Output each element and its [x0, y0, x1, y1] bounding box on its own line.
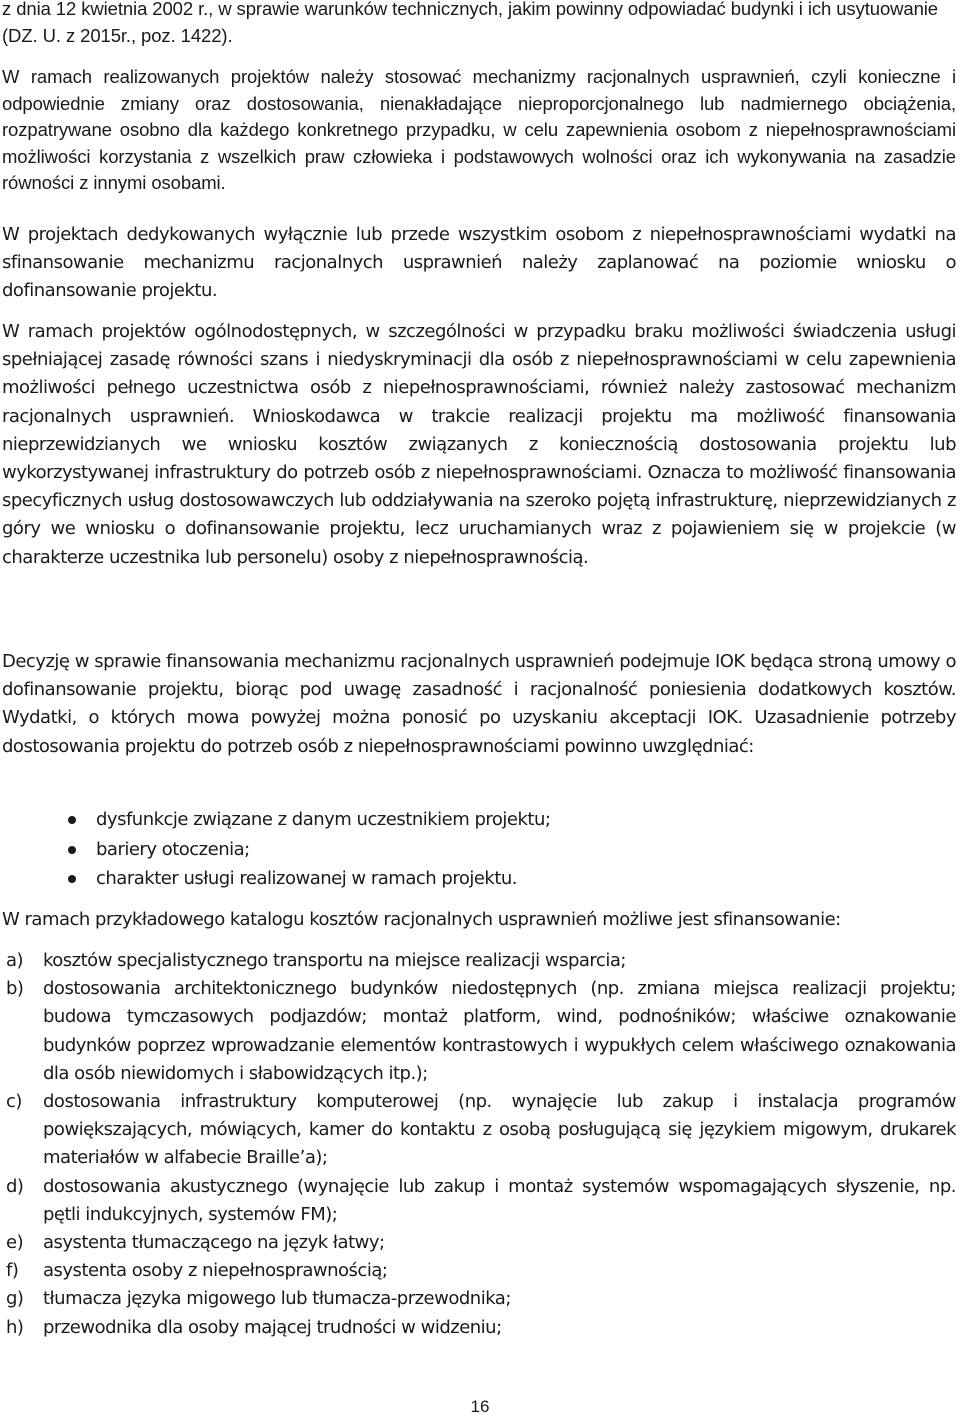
list-text: asystenta tłumaczącego na język łatwy; [43, 1232, 385, 1254]
list-item [6, 1314, 956, 1342]
list-item [6, 1173, 956, 1229]
list-marker: b) [6, 978, 24, 1000]
bullet-item [62, 865, 942, 895]
list-marker: c) [6, 1091, 22, 1113]
list-text: przewodnika dla osoby mającej trudności w widzeniu; [43, 1316, 502, 1338]
intro-paragraph: z dnia 12 kwietnia 2002 r., w sprawie warunków technicznych, jakim powinny odpowiadać budynki i ich usytuowanie (DZ. U. z 2015r., poz. 1422). [2, 0, 938, 46]
list-text: asystenta osoby z niepełnosprawnością; [43, 1260, 388, 1282]
dedicated-projects-paragraph: W projektach dedykowanych wyłącznie lub przede wszystkim osobom z niepełnosprawnościami wydatki na sfinansowanie mechanizmu racjonalnych usprawnień należy zaplanować na poziomie wniosku o dofinansowanie projektu. [2, 224, 956, 302]
page-number: 16 [470, 1397, 490, 1416]
list-item [6, 1229, 956, 1257]
criteria-bullet-list [62, 806, 942, 895]
list-item [6, 975, 956, 1088]
bullet-item [62, 836, 942, 866]
bullet-text: dysfunkcje związane z danym uczestnikiem projektu; [96, 809, 551, 830]
general-projects-paragraph: W ramach projektów ogólnodostępnych, w szczególności w przypadku braku możliwości świadczenia usługi spełniającej zasadę równości szans i niedyskryminacji dla osób z niepełnosprawnościami w celu zapewnienia możliwości pełnego uczestnictwa osób z niepełnosprawnościami, również należy zastosować mechanizm racjonalnych usprawnień. Wnioskodawca w trakcie realizacji projektu ma możliwość finansowania nieprzewidzianych we wniosku kosztów związanych z koniecznością dostosowania projektu lub wykorzystywanej infrastruktury do potrzeb osób z niepełnosprawnościami. Oznacza to możliwość finansowania specyficznych usług dostosowawczych lub oddziaływania na szeroko pojętą infrastrukturę, nieprzewidzianych z góry we wniosku o dofinansowanie projektu, lecz uruchamianych wraz z pojawieniem się w projekcie (w charakterze uczestnika lub personelu) osoby z niepełnosprawnością. [2, 321, 956, 568]
list-marker: a) [6, 950, 24, 971]
bullet-dot-icon [68, 816, 76, 824]
bullet-dot-icon [68, 875, 76, 883]
list-marker: d) [6, 1175, 24, 1197]
bullet-dot-icon [68, 846, 76, 854]
cost-catalog-list [6, 947, 956, 1342]
list-text: kosztów specjalistycznego transportu na miejsce realizacji wsparcia; [43, 950, 626, 971]
list-marker: h) [6, 1316, 24, 1338]
bullet-item [62, 806, 942, 836]
decision-paragraph: Decyzję w sprawie finansowania mechanizmu racjonalnych usprawnień podejmuje IOK będąca stroną umowy o dofinansowanie projektu, biorąc pod uwagę zasadność i racjonalność poniesienia dodatkowych kosztów. Wydatki, o których mowa powyżej można ponosić po uzyskaniu akceptacji IOK. Uzasadnienie potrzeby dostosowania projektu do potrzeb osób z niepełnosprawnościami powinno uwzględniać: [2, 651, 956, 757]
list-marker: f) [6, 1260, 19, 1282]
bullet-text: charakter usługi realizowanej w ramach projektu. [96, 868, 518, 889]
list-text: dostosowania akustycznego (wynajęcie lub zakup i montaż systemów wspomagających słyszenie, np. pętli indukcyjnych, systemów FM); [43, 1175, 956, 1225]
list-item [6, 1088, 956, 1173]
list-item [6, 947, 956, 975]
list-text: dostosowania architektonicznego budynków niedostępnych (np. zmiana miejsca realizacji projektu; budowa tymczasowych podjazdów; montaż platform, wind, podnośników; właściwe oznakowanie budynków poprzez wprowadzanie elementów kontrastowych i wypukłych celem właściwego oznakowania dla osób niewidomych i słabowidzących itp.); [43, 978, 956, 1084]
list-text: tłumacza języka migowego lub tłumacza-przewodnika; [43, 1288, 511, 1310]
list-marker: g) [6, 1288, 24, 1310]
list-item [6, 1257, 956, 1285]
list-text: dostosowania infrastruktury komputerowej (np. wynajęcie lub zakup i instalacja programów powiększających, mówiących, kamer do kontaktu z osobą posługującą się językiem migowym, drukarek materiałów w alfabecie Braille’a); [43, 1091, 956, 1169]
list-marker: e) [6, 1232, 24, 1254]
list-item [6, 1285, 956, 1313]
bullet-text: bariery otoczenia; [96, 838, 250, 860]
catalog-paragraph: W ramach przykładowego katalogu kosztów racjonalnych usprawnień możliwe jest sfinansowanie: [2, 909, 841, 930]
mechanisms-paragraph: W ramach realizowanych projektów należy stosować mechanizmy racjonalnych usprawnień, czyli konieczne i odpowiednie zmiany oraz dostosowania, nienakładające nieproporcjonalnego lub nadmiernego obciążenia, rozpatrywane osobno dla każdego konkretnego przypadku, w celu zapewnienia osobom z niepełnosprawnościami możliwości korzystania z wszelkich praw człowieka i podstawowych wolności oraz ich wykonywania na zasadzie równości z innymi osobami. [2, 66, 956, 193]
